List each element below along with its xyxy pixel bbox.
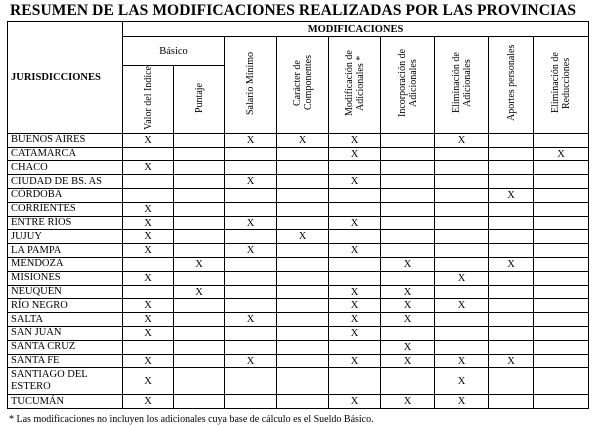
mark-cell: [381, 175, 435, 189]
mark-cell: [329, 244, 381, 258]
mark-cell: [435, 161, 489, 175]
table-row: [8, 216, 589, 230]
mark-cell: [329, 230, 381, 244]
mark-cell: [534, 285, 589, 299]
mark-cell: [329, 175, 381, 189]
mark-cell: [329, 189, 381, 203]
mark-cell: [123, 395, 174, 409]
mark-cell: [489, 244, 534, 258]
mark-cell: [435, 285, 489, 299]
mark-cell: [435, 216, 489, 230]
x-mark: X: [144, 300, 152, 312]
x-mark: X: [144, 355, 152, 367]
document-title: RESUMEN DE LAS MODIFICACIONES REALIZADAS POR LAS PROVINCIAS: [10, 2, 577, 19]
mark-cell: [435, 395, 489, 409]
mark-cell: [435, 340, 489, 354]
mark-cell: [489, 202, 534, 216]
mark-cell: [435, 147, 489, 161]
table-row: [8, 368, 589, 395]
jurisdiction-name: SANTA CRUZ: [8, 340, 123, 354]
x-mark: X: [507, 258, 515, 270]
table-row: [8, 244, 589, 258]
mark-cell: [174, 244, 225, 258]
mark-cell: [174, 340, 225, 354]
footnote: * Las modificaciones no incluyen los adicionales cuya base de cálculo es el Sueldo Básico.: [9, 414, 374, 425]
jurisdiction-name: CHACO: [8, 161, 123, 175]
x-mark: X: [144, 396, 152, 408]
mark-cell: [123, 133, 174, 147]
mark-cell: [123, 313, 174, 327]
x-mark: X: [144, 314, 152, 326]
mark-cell: [329, 271, 381, 285]
mark-cell: [381, 271, 435, 285]
x-mark: X: [350, 355, 359, 367]
mark-cell: [174, 313, 225, 327]
mark-cell: [123, 161, 174, 175]
table-row: [8, 189, 589, 203]
mark-cell: [489, 175, 534, 189]
mark-cell: [329, 299, 381, 313]
x-mark: X: [350, 245, 359, 257]
mark-cell: [381, 244, 435, 258]
jurisdiction-name: SAN JUAN: [8, 327, 123, 341]
x-mark: X: [144, 162, 152, 174]
mark-cell: [329, 340, 381, 354]
mark-cell: [123, 189, 174, 203]
mark-cell: [489, 285, 534, 299]
mark-cell: [534, 340, 589, 354]
mark-cell: [534, 230, 589, 244]
jurisdiction-name: CATAMARCA: [8, 147, 123, 161]
mark-cell: [381, 230, 435, 244]
mark-cell: [534, 175, 589, 189]
table-row: [8, 340, 589, 354]
table-row: [8, 258, 589, 272]
mark-cell: [277, 147, 329, 161]
mark-cell: [435, 258, 489, 272]
mark-cell: [329, 133, 381, 147]
mark-cell: [435, 299, 489, 313]
mark-cell: [225, 147, 277, 161]
mark-cell: [225, 202, 277, 216]
col-header-puntaje: Puntaje: [174, 66, 225, 134]
x-mark: X: [350, 286, 359, 298]
mark-cell: [123, 216, 174, 230]
mark-cell: [534, 189, 589, 203]
x-mark: X: [144, 217, 152, 229]
mark-cell: [435, 368, 489, 395]
x-mark: X: [403, 286, 412, 298]
mark-cell: [174, 354, 225, 368]
mark-cell: [534, 161, 589, 175]
mark-cell: [489, 313, 534, 327]
mark-cell: [225, 285, 277, 299]
table-row: [8, 161, 589, 175]
mark-cell: [277, 395, 329, 409]
mark-cell: [174, 327, 225, 341]
mark-cell: [277, 327, 329, 341]
mark-cell: [277, 368, 329, 395]
mark-cell: [489, 299, 534, 313]
x-mark: X: [144, 134, 152, 146]
table-row: [8, 271, 589, 285]
mark-cell: [174, 133, 225, 147]
mark-cell: [489, 368, 534, 395]
x-mark: X: [507, 355, 515, 367]
mark-cell: [277, 258, 329, 272]
mark-cell: [489, 354, 534, 368]
mark-cell: [381, 313, 435, 327]
mark-cell: [123, 299, 174, 313]
mark-cell: [174, 216, 225, 230]
mark-cell: [489, 189, 534, 203]
mark-cell: [329, 285, 381, 299]
x-mark: X: [457, 396, 466, 408]
mark-cell: [534, 327, 589, 341]
mark-cell: [329, 258, 381, 272]
mark-cell: [277, 354, 329, 368]
mark-cell: [381, 216, 435, 230]
x-mark: X: [246, 176, 255, 188]
table-row: [8, 395, 589, 409]
jurisdiction-name: JUJUY: [8, 230, 123, 244]
x-mark: X: [246, 314, 255, 326]
jurisdiction-name: LA PAMPA: [8, 244, 123, 258]
mark-cell: [435, 202, 489, 216]
mark-cell: [534, 313, 589, 327]
mark-cell: [534, 147, 589, 161]
mark-cell: [225, 189, 277, 203]
x-mark: X: [403, 341, 412, 353]
jurisdiction-name: SANTA FE: [8, 354, 123, 368]
mark-cell: [329, 216, 381, 230]
x-mark: X: [457, 134, 466, 146]
x-mark: X: [557, 148, 565, 160]
mark-cell: [174, 147, 225, 161]
table-row: [8, 299, 589, 313]
jurisdiction-name: BUENOS AIRES: [8, 133, 123, 147]
mark-cell: [123, 147, 174, 161]
table-row: [8, 147, 589, 161]
mark-cell: [381, 285, 435, 299]
col-header-incorporacion-adicionales: Incorporación de Adicionales: [381, 37, 435, 134]
x-mark: X: [144, 272, 152, 284]
mark-cell: [435, 327, 489, 341]
mark-cell: [174, 395, 225, 409]
x-mark: X: [403, 258, 412, 270]
mark-cell: [123, 202, 174, 216]
jurisdiction-name: MISIONES: [8, 271, 123, 285]
mark-cell: [435, 271, 489, 285]
mark-cell: [329, 313, 381, 327]
mark-cell: [225, 327, 277, 341]
mark-cell: [381, 299, 435, 313]
mark-cell: [225, 230, 277, 244]
mark-cell: [174, 230, 225, 244]
x-mark: X: [350, 176, 359, 188]
x-mark: X: [350, 300, 359, 312]
mark-cell: [435, 189, 489, 203]
x-mark: X: [298, 231, 307, 243]
mark-cell: [123, 271, 174, 285]
mark-cell: [489, 395, 534, 409]
mark-cell: [277, 299, 329, 313]
mark-cell: [277, 244, 329, 258]
mark-cell: [277, 175, 329, 189]
mark-cell: [277, 133, 329, 147]
mark-cell: [225, 216, 277, 230]
col-header-valor-indice: Valor del Indice: [123, 66, 174, 134]
mark-cell: [123, 368, 174, 395]
basic-header: Básico: [123, 37, 225, 66]
x-mark: X: [457, 300, 466, 312]
mark-cell: [174, 175, 225, 189]
jurisdiction-name: SANTIAGO DEL ESTERO: [8, 368, 123, 395]
mark-cell: [174, 258, 225, 272]
x-mark: X: [457, 272, 466, 284]
mark-cell: [123, 340, 174, 354]
mark-cell: [123, 258, 174, 272]
x-mark: X: [144, 245, 152, 257]
mark-cell: [174, 202, 225, 216]
mark-cell: [123, 285, 174, 299]
mark-cell: [381, 368, 435, 395]
modifications-table: [7, 21, 589, 409]
mark-cell: [534, 395, 589, 409]
mark-cell: [534, 244, 589, 258]
mark-cell: [381, 147, 435, 161]
x-mark: X: [350, 327, 359, 339]
x-mark: X: [144, 203, 152, 215]
mark-cell: [225, 175, 277, 189]
mark-cell: [534, 368, 589, 395]
mark-cell: [174, 271, 225, 285]
mark-cell: [435, 244, 489, 258]
table-row: [8, 175, 589, 189]
mark-cell: [225, 271, 277, 285]
mark-cell: [534, 299, 589, 313]
mark-cell: [489, 271, 534, 285]
mark-cell: [277, 285, 329, 299]
mark-cell: [489, 147, 534, 161]
mark-cell: [174, 368, 225, 395]
mark-cell: [489, 161, 534, 175]
mark-cell: [225, 161, 277, 175]
mark-cell: [123, 230, 174, 244]
table-row: [8, 313, 589, 327]
table-body: [8, 133, 589, 408]
mark-cell: [123, 175, 174, 189]
col-header-salario-minimo: Salario Mínimo: [225, 37, 277, 134]
jurisdiction-name: SALTA: [8, 313, 123, 327]
mark-cell: [381, 133, 435, 147]
x-mark: X: [246, 355, 255, 367]
mark-cell: [225, 258, 277, 272]
mark-cell: [329, 354, 381, 368]
x-mark: X: [403, 396, 412, 408]
x-mark: X: [457, 355, 466, 367]
jurisdictions-header: JURISDICCIONES: [8, 22, 123, 134]
jurisdiction-name: CORRIENTES: [8, 202, 123, 216]
mark-cell: [435, 133, 489, 147]
mark-cell: [277, 202, 329, 216]
mark-cell: [329, 368, 381, 395]
mark-cell: [489, 216, 534, 230]
mark-cell: [489, 327, 534, 341]
mark-cell: [123, 244, 174, 258]
mark-cell: [381, 340, 435, 354]
mark-cell: [489, 258, 534, 272]
mark-cell: [174, 285, 225, 299]
mark-cell: [123, 354, 174, 368]
table-row: [8, 230, 589, 244]
mark-cell: [277, 161, 329, 175]
table-row: [8, 327, 589, 341]
x-mark: X: [195, 258, 203, 270]
jurisdiction-name: NEUQUÉN: [8, 285, 123, 299]
col-header-caracter-componentes: Carácter de Componentes: [277, 37, 329, 134]
x-mark: X: [507, 189, 515, 201]
x-mark: X: [350, 314, 359, 326]
x-mark: X: [350, 217, 359, 229]
mark-cell: [174, 189, 225, 203]
mark-cell: [381, 258, 435, 272]
mark-cell: [225, 299, 277, 313]
x-mark: X: [457, 375, 466, 387]
mark-cell: [225, 395, 277, 409]
mark-cell: [123, 327, 174, 341]
mark-cell: [534, 133, 589, 147]
x-mark: X: [246, 134, 255, 146]
jurisdiction-name: CÓRDOBA: [8, 189, 123, 203]
mark-cell: [329, 327, 381, 341]
mark-cell: [277, 340, 329, 354]
mark-cell: [435, 313, 489, 327]
mark-cell: [381, 161, 435, 175]
x-mark: X: [350, 134, 359, 146]
mark-cell: [489, 230, 534, 244]
jurisdiction-name: ENTRE RÍOS: [8, 216, 123, 230]
mark-cell: [225, 340, 277, 354]
x-mark: X: [144, 231, 152, 243]
mark-cell: [381, 327, 435, 341]
mark-cell: [534, 271, 589, 285]
x-mark: X: [195, 286, 203, 298]
x-mark: X: [246, 217, 255, 229]
mark-cell: [225, 244, 277, 258]
x-mark: X: [403, 300, 412, 312]
table-row: [8, 133, 589, 147]
mark-cell: [534, 216, 589, 230]
jurisdiction-name: RÍO NEGRO: [8, 299, 123, 313]
mark-cell: [381, 189, 435, 203]
x-mark: X: [144, 375, 152, 387]
mark-cell: [225, 354, 277, 368]
x-mark: X: [350, 396, 359, 408]
mark-cell: [225, 313, 277, 327]
mark-cell: [534, 202, 589, 216]
mark-cell: [277, 216, 329, 230]
jurisdiction-name: CIUDAD DE BS. AS: [8, 175, 123, 189]
x-mark: X: [298, 134, 307, 146]
mark-cell: [225, 368, 277, 395]
mark-cell: [277, 230, 329, 244]
mark-cell: [277, 313, 329, 327]
table-row: [8, 202, 589, 216]
x-mark: X: [144, 327, 152, 339]
col-header-eliminacion-adicionales: Eliminación de Adicionales: [435, 37, 489, 134]
mark-cell: [225, 133, 277, 147]
mark-cell: [435, 354, 489, 368]
mark-cell: [329, 202, 381, 216]
mark-cell: [329, 395, 381, 409]
mark-cell: [329, 161, 381, 175]
mark-cell: [489, 133, 534, 147]
col-header-modificacion-adicionales: Modificación de Adicionales *: [329, 37, 381, 134]
mark-cell: [489, 340, 534, 354]
mark-cell: [381, 395, 435, 409]
mark-cell: [435, 230, 489, 244]
mark-cell: [329, 147, 381, 161]
mark-cell: [381, 202, 435, 216]
mark-cell: [174, 161, 225, 175]
table-row: [8, 354, 589, 368]
x-mark: X: [403, 355, 412, 367]
mark-cell: [277, 271, 329, 285]
mark-cell: [174, 299, 225, 313]
x-mark: X: [403, 314, 412, 326]
table-row: [8, 285, 589, 299]
col-header-aportes-personales: Aportes personales: [489, 37, 534, 134]
mark-cell: [435, 175, 489, 189]
mark-cell: [381, 354, 435, 368]
mark-cell: [277, 189, 329, 203]
jurisdiction-name: TUCUMÁN: [8, 395, 123, 409]
x-mark: X: [350, 148, 359, 160]
jurisdiction-name: MENDOZA: [8, 258, 123, 272]
modifications-header: MODIFICACIONES: [123, 22, 589, 37]
mark-cell: [534, 258, 589, 272]
col-header-eliminacion-reducciones: Eliminación de Reducciones: [534, 37, 589, 134]
x-mark: X: [246, 245, 255, 257]
mark-cell: [534, 354, 589, 368]
